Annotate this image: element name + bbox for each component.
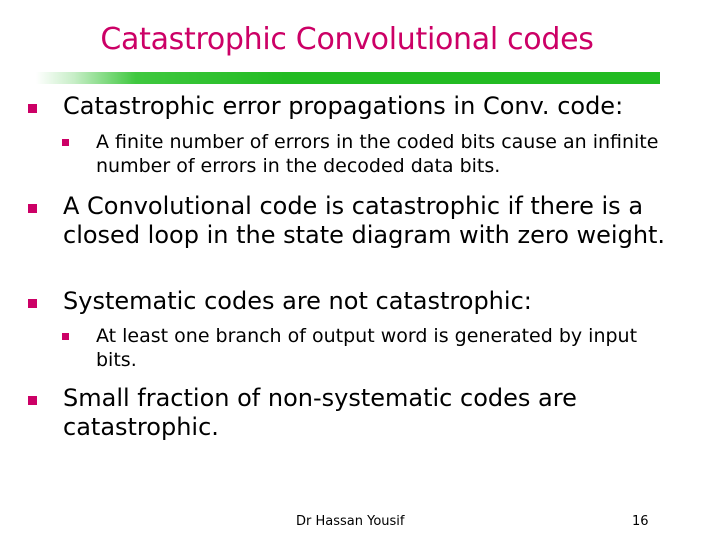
sub-bullet-text: At least one branch of output word is generated by input bits. bbox=[96, 325, 638, 371]
bullet-text: Catastrophic error propagations in Conv. code: bbox=[63, 92, 624, 120]
bullet-marker-icon bbox=[28, 204, 37, 213]
bullet-item bbox=[28, 92, 688, 121]
bullet-item bbox=[28, 287, 688, 316]
bullet-text: Systematic codes are not catastrophic: bbox=[63, 287, 532, 315]
sub-bullet-item bbox=[62, 130, 662, 178]
bullet-text: A Convolutional code is catastrophic if there is a closed loop in the state diagram with zero weight. bbox=[63, 192, 666, 249]
bullet-marker-icon bbox=[28, 104, 37, 113]
bullet-text: Small fraction of non-systematic codes are catastrophic. bbox=[63, 384, 577, 441]
footer-author: Dr Hassan Yousif bbox=[296, 514, 405, 529]
sub-bullet-text: A finite number of errors in the coded bits cause an infinite number of errors in the decoded data bits. bbox=[96, 131, 659, 177]
footer-page-number: 16 bbox=[632, 514, 649, 529]
bullet-item bbox=[28, 192, 668, 250]
bullet-marker-icon bbox=[28, 396, 37, 405]
bullet-marker-icon bbox=[62, 333, 69, 340]
bullet-marker-icon bbox=[62, 139, 69, 146]
slide-title: Catastrophic Convolutional codes bbox=[100, 22, 594, 57]
sub-bullet-item bbox=[62, 324, 662, 372]
bullet-item bbox=[28, 384, 668, 442]
bullet-marker-icon bbox=[28, 299, 37, 308]
